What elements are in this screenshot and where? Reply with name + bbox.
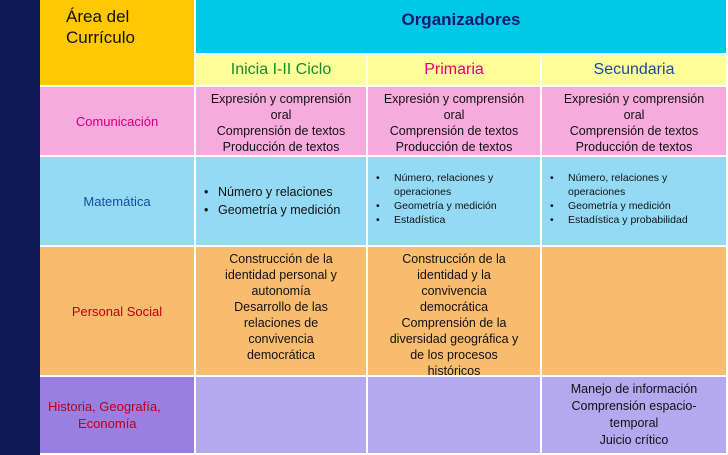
text-line: Producción de textos <box>575 140 693 154</box>
row-label-historia-geografia-economia <box>40 377 196 455</box>
text-line: Manejo de información <box>570 382 698 396</box>
text-line: Producción de textos <box>395 140 513 154</box>
text-line: convivencia <box>421 284 487 298</box>
text-line: autonomía <box>251 284 311 298</box>
text-line: oral <box>623 108 645 122</box>
list-item: • Estadística y probabilidad <box>542 213 726 227</box>
text-line: oral <box>270 108 292 122</box>
text-line: Comprensión de textos <box>569 124 699 138</box>
text-line: Comprensión espacio- <box>571 399 697 413</box>
text-line: Desarrollo de las <box>234 300 328 314</box>
matematica-primaria <box>368 157 542 247</box>
personal-social-primaria <box>368 247 542 377</box>
text-line: Construcción de la <box>229 252 333 266</box>
text-line: Comprensión de textos <box>216 124 346 138</box>
text-line: relaciones de <box>243 316 319 330</box>
list-item: • Estadística <box>368 213 540 227</box>
historia-inicia <box>196 377 368 455</box>
list-item: • Geometría y medición <box>542 199 726 213</box>
comunicacion-primaria <box>368 87 542 157</box>
bullet-list <box>196 183 366 220</box>
text-line: Expresión y comprensión <box>563 92 705 106</box>
list-item: • Número y relaciones <box>196 184 366 201</box>
level-header-secundaria: Secundaria <box>542 55 728 87</box>
curriculum-table <box>40 0 728 455</box>
text-line: Expresión y comprensión <box>383 92 525 106</box>
level-header-primaria: Primaria <box>368 55 542 87</box>
text-line: Construcción de la <box>402 252 506 266</box>
level-header-inicia: Inicia I-II Ciclo <box>196 55 368 87</box>
text-line: Comprensión de textos <box>389 124 519 138</box>
text-line: democrática <box>246 348 316 362</box>
text-line: democrática <box>419 300 489 314</box>
row-label-matematica: Matemática <box>40 157 196 247</box>
personal-social-inicia <box>196 247 368 377</box>
corner-line-1: Área del <box>66 7 130 26</box>
matematica-secundaria <box>542 157 728 247</box>
text-line: identidad y la <box>417 268 491 282</box>
text-line: oral <box>443 108 465 122</box>
text-line: históricos <box>427 364 481 377</box>
corner-line-2: Currículo <box>66 28 135 47</box>
comunicacion-secundaria <box>542 87 728 157</box>
list-item: • Número, relaciones y operaciones <box>368 171 540 199</box>
text-line: Juicio crítico <box>599 433 669 447</box>
text-line: de los procesos <box>410 348 498 362</box>
text-line: Producción de textos <box>222 140 340 154</box>
matematica-inicia <box>196 157 368 247</box>
bullet-list <box>368 171 540 227</box>
list-item: • Geometría y medición <box>368 199 540 213</box>
historia-secundaria <box>542 377 728 455</box>
list-item: • Número, relaciones y operaciones <box>542 171 726 199</box>
comunicacion-inicia <box>196 87 368 157</box>
text-line: temporal <box>609 416 659 430</box>
text-line: Expresión y comprensión <box>210 92 352 106</box>
organizadores-header: Organizadores <box>196 0 728 55</box>
row-label-comunicacion: Comunicación <box>40 87 196 157</box>
list-item: • Geometría y medición <box>196 202 366 219</box>
row-label-personal-social: Personal Social <box>40 247 196 377</box>
personal-social-secundaria <box>542 247 728 377</box>
text-line: convivencia <box>248 332 314 346</box>
left-decorative-bar <box>0 0 40 455</box>
text-line: Comprensión de la <box>401 316 507 330</box>
historia-primaria <box>368 377 542 455</box>
text-line: diversidad geográfica y <box>389 332 519 346</box>
text-line: identidad personal y <box>225 268 337 282</box>
label-line: Historia, Geografía, <box>48 399 161 414</box>
bullet-list <box>542 171 726 227</box>
label-line: Economía <box>78 416 137 431</box>
area-curriculo-header <box>40 0 196 87</box>
